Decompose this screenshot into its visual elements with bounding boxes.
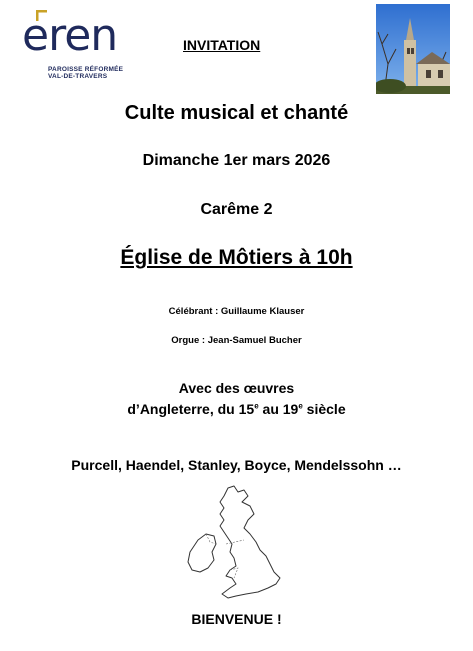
british-isles-outline: [184, 484, 292, 604]
event-title: Culte musical et chanté: [124, 102, 349, 124]
works-line-2-b: au 19: [258, 401, 299, 417]
event-date: Dimanche 1er mars 2026: [142, 152, 331, 169]
works-line-2: [0, 401, 473, 417]
century-superscript-2: e: [298, 401, 303, 411]
logo-wordmark: eren: [22, 10, 118, 61]
logo-subtitle-2: VAL-DE-TRAVERS: [48, 73, 108, 80]
british-isles-map-icon: [184, 484, 292, 604]
celebrant-line: Célébrant : Guillaume Klauser: [168, 306, 305, 317]
event-place-time: Église de Môtiers à 10h: [120, 246, 353, 269]
works-line-2-c: siècle: [302, 401, 346, 417]
eren-logo: [22, 8, 142, 78]
composers-list: Purcell, Haendel, Stanley, Boyce, Mendelssohn …: [71, 457, 402, 473]
church-tower-photo: [376, 4, 450, 94]
logo-subtitle-1: PAROISSE RÉFORMÉE: [48, 66, 124, 73]
welcome-message: BIENVENUE !: [191, 611, 282, 627]
church-photo-illustration: [376, 4, 450, 94]
liturgical-sunday: Carême 2: [200, 201, 273, 218]
works-line-2-a: d’Angleterre, du 15: [127, 401, 255, 417]
invitation-heading: INVITATION: [183, 37, 261, 53]
century-superscript-1: e: [254, 401, 259, 411]
organist-line: Orgue : Jean-Samuel Bucher: [171, 335, 302, 346]
works-line-1: Avec des œuvres: [178, 380, 295, 396]
